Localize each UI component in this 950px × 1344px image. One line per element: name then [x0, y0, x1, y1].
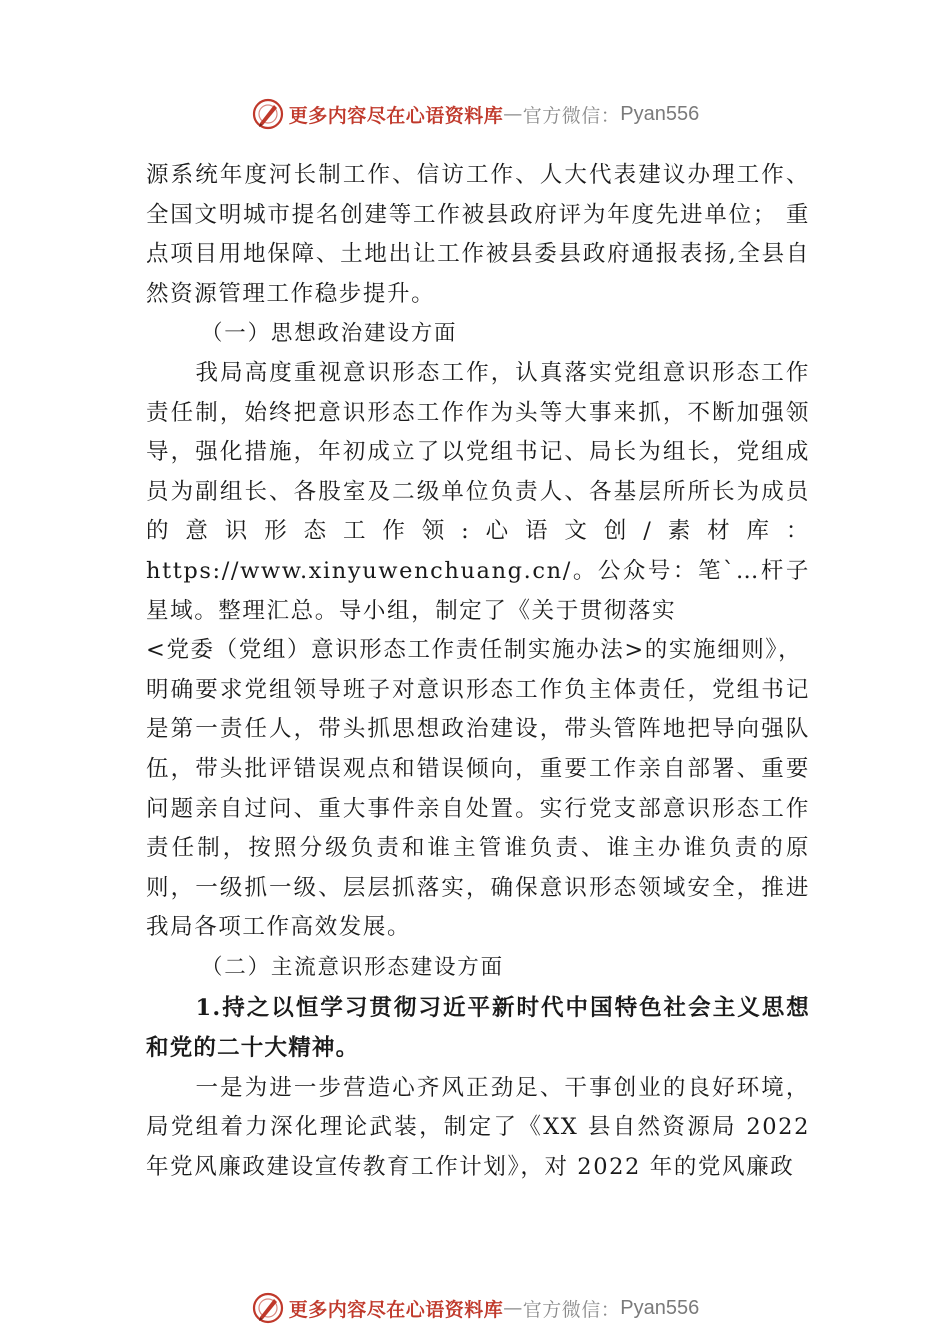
paragraph-1: 源系统年度河长制工作、信访工作、人大代表建议办理工作、全国文明城市提名创建等工作被县政府评为年度先进单位； 重点项目用地保障、土地出让工作被县委县政府通报表扬,全县自然资源管理工作稳步提升。 [146, 162, 810, 307]
header-dash: — [503, 103, 523, 125]
pen-logo-icon [251, 1291, 285, 1325]
header-wechat-label: 官方微信： [522, 104, 621, 127]
section-heading-2: （二）主流意识形态建设方面 [201, 954, 504, 980]
pen-logo-icon [251, 97, 285, 131]
header-brand-text: 更多内容尽在心语资料库 [288, 104, 504, 127]
header-wechat-id: Pyan556 [620, 102, 700, 125]
paragraph-5: 一是为进一步营造心齐风正劲足、干事创业的良好环境，局党组着力深化理论武装，制定了《XX 县自然资源局 2022 年党风廉政建设宣传教育工作计划》，对 2022 年的党风廉政 [146, 1074, 810, 1180]
footer-dash: — [503, 1297, 523, 1319]
footer-wechat-id: Pyan556 [620, 1296, 700, 1319]
header-banner [0, 94, 950, 134]
paragraph-2: 我局高度重视意识形态工作，认真落实党组意识形态工作责任制，始终把意识形态工作作为头等大事来抓，不断加强领导，强化措施，年初成立了以党组书记、局长为组长，党组成员为副组长、各股室及二级单位负责人、各基层所所长为成员的意识形态工作领:心语文创/素材库：https://www.xinyuwenchuang.cn/。公众号：笔`…杆子星域。整理汇总。导小组，制定了《关于贯彻落实 [146, 359, 810, 624]
paragraph-4: 明确要求党组领导班子对意识形态工作负主体责任，党组书记是第一责任人，带头抓思想政治建设，带头管阵地把导向强队伍，带头批评错误观点和错误倾向，重要工作亲自部署、重要问题亲自过问、重大事件亲自处置。实行党支部意识形态工作责任制，按照分级负责和谁主管谁负责、谁主办谁负责的原则，一级抓一级、层层抓落实，确保意识形态领域安全，推进我局各项工作高效发展。 [146, 676, 810, 941]
document-body [146, 156, 810, 1187]
footer-wechat-label: 官方微信： [522, 1298, 621, 1321]
paragraph-3: <党委（党组）意识形态工作责任制实施办法>的实施细则》， [146, 637, 803, 664]
footer-brand-text: 更多内容尽在心语资料库 [288, 1298, 504, 1321]
footer-banner [0, 1288, 950, 1328]
section-heading-1: （一）思想政治建设方面 [201, 321, 458, 347]
subheading-1: 1.持之以恒学习贯彻习近平新时代中国特色社会主义思想和党的二十大精神。 [146, 995, 810, 1062]
